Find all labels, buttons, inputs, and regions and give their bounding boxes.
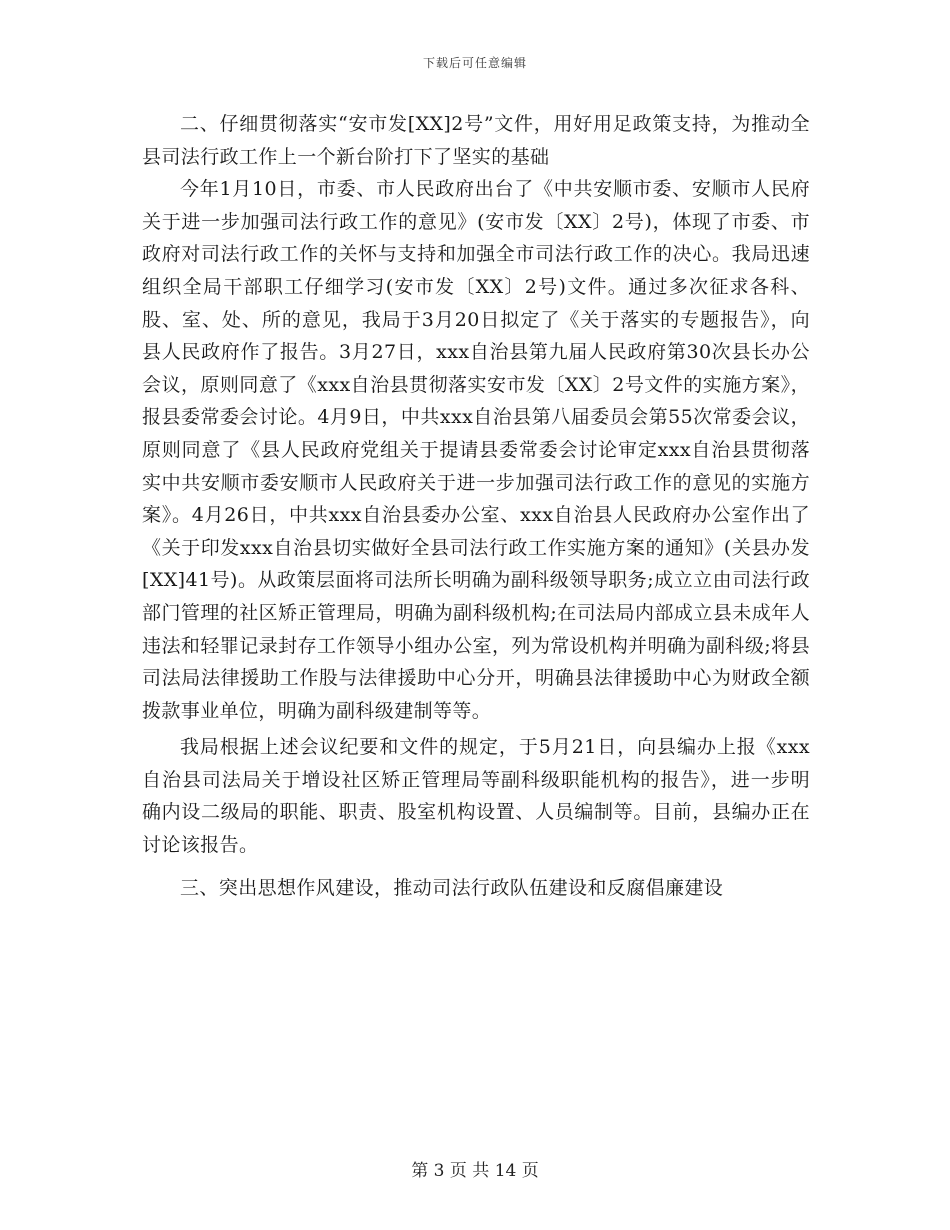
section-heading-2: 二、仔细贯彻落实“安市发[XX]2号”文件，用好用足政策支持，为推动全县司法行政工作上一个新台阶打下了坚实的基础 [142, 113, 810, 168]
document-body [142, 108, 810, 904]
paragraph-report-submission: 我局根据上述会议纪要和文件的规定，于5月21日，向县编办上报《xxx自治县司法局关于增设社区矫正管理局等副科级职能机构的报告》，进一步明确内设二级局的职能、职责、股室机构设置、人员编制等。目前，县编办正在讨论该报告。 [142, 736, 810, 857]
page-number-footer: 第 3 页 共 14 页 [411, 1161, 539, 1181]
page-header: 下载后可任意编辑 [422, 56, 527, 70]
paragraph-policy-implementation: 今年1月10日，市委、市人民政府出台了《中共安顺市委、安顺市人民府关于进一步加强司法行政工作的意见》(安市发〔XX〕2号)，体现了市委、市政府对司法行政工作的关怀与支持和加强全市司法行政工作的决心。我局迅速组织全局干部职工仔细学习(安市发〔XX〕2号)文件。通过多次征求各科、股、室、处、所的意见，我局于3月20日拟定了《关于落实的专题报告》，向县人民政府作了报告。3月27日，xxx自治县第九届人民政府第30次县长办公会议，原则同意了《xxx自治县贯彻落实安市发〔XX〕2号文件的实施方案》，报县委常委会讨论。4月9日，中共xxx自治县第八届委员会第55次常委会议，原则同意了《县人民政府党组关于提请县委常委会讨论审定xxx自治县贯彻落实中共安顺市委安顺市人民政府关于进一步加强司法行政工作的意见的实施方案》。4月26日，中共xxx自治县委办公室、xxx自治县人民政府办公室作出了《关于印发xxx自治县切实做好全县司法行政工作实施方案的通知》(关县办发[XX]41号)。从政策层面将司法所长明确为副科级领导职务;成立立由司法行政部门管理的社区矫正管理局，明确为副科级机构;在司法局内部成立县未成年人违法和轻罪记录封存工作领导小组办公室，列为常设机构并明确为副科级;将县司法局法律援助工作股与法律援助中心分开，明确县法律援助中心为财政全额拨款事业单位，明确为副科级建制等等。 [142, 178, 810, 722]
section-heading-3: 三、突出思想作风建设，推动司法行政队伍建设和反腐倡廉建设 [180, 876, 724, 899]
